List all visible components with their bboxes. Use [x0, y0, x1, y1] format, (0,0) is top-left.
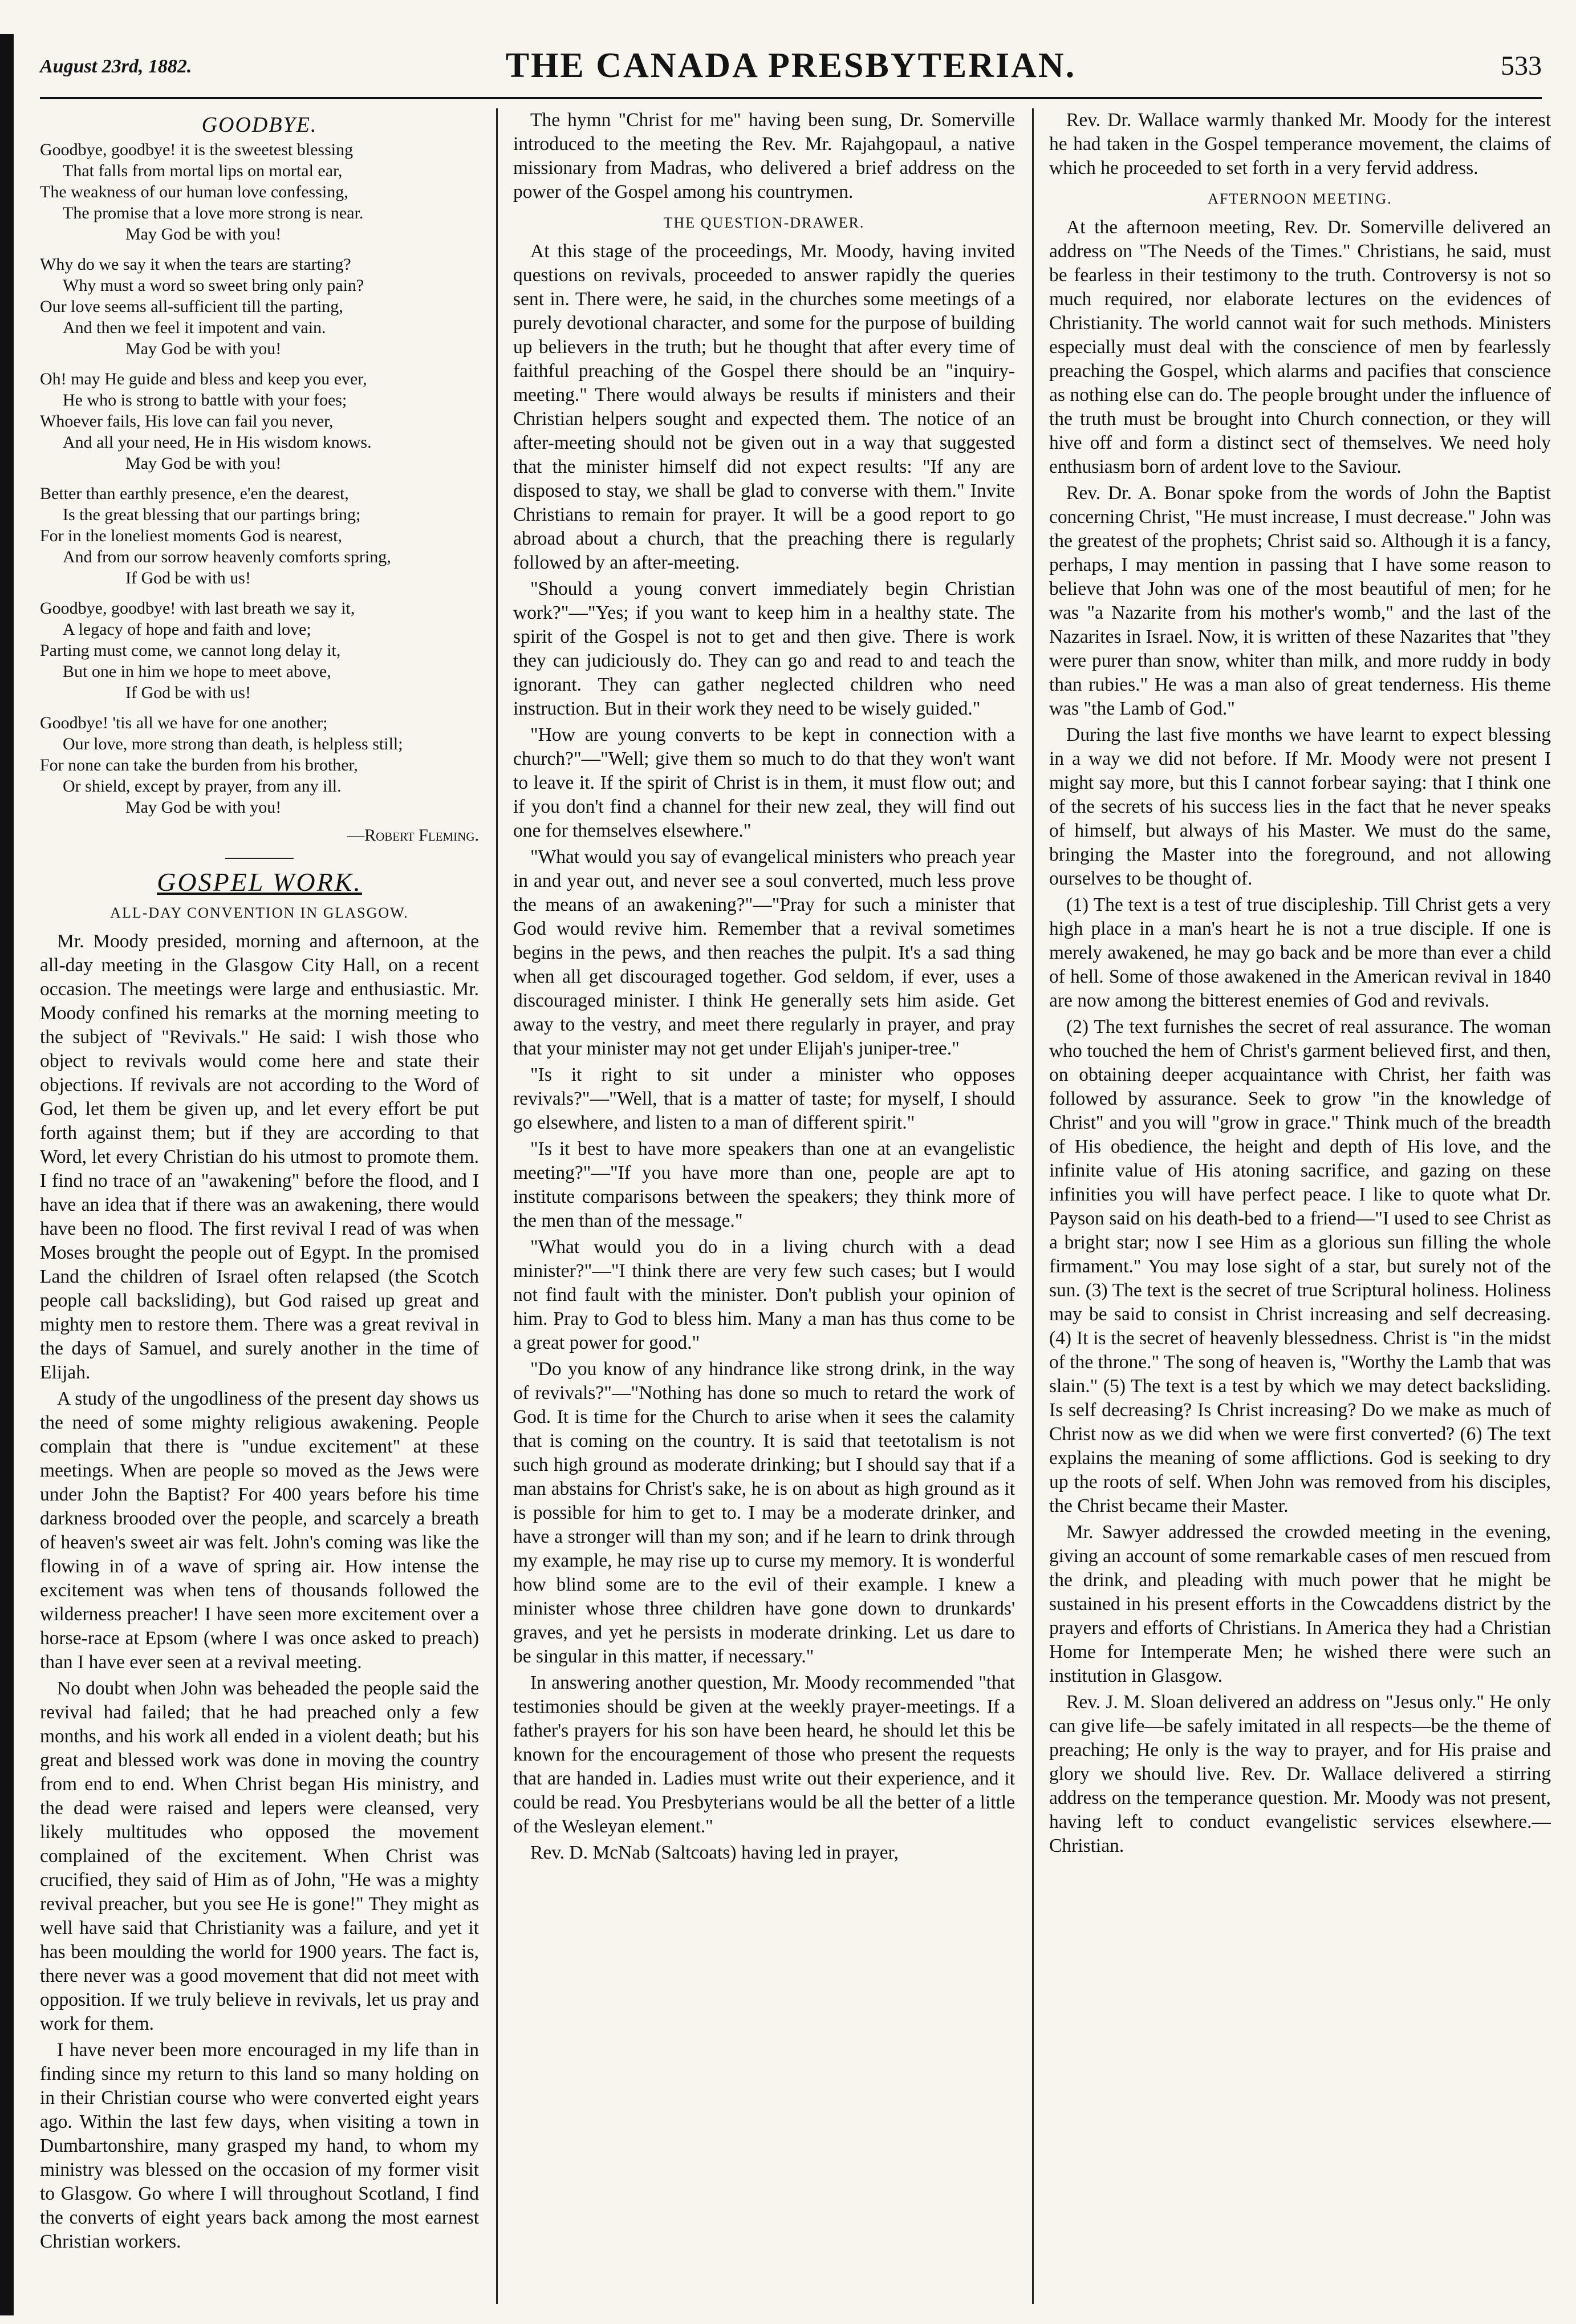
poem-line: If God be with us!: [125, 569, 251, 587]
poem-line: May God be with you!: [125, 225, 282, 244]
poem-line: But one in him we hope to meet above,: [63, 662, 331, 681]
article-paragraph: "Is it best to have more speakers than one at an evangelistic meeting?"—"If you have more than one, people are apt to institute comparisons between the speakers; they think more of the men than of the message.": [513, 1138, 1015, 1231]
column-divider: [1032, 108, 1034, 2304]
article-paragraph: "Should a young convert immediately begin Christian work?"—"Yes; if you want to keep him in a healthy state. The spirit of the Gospel is not to get and then give. There is work they can judiciously do. They can go and read to and teach the ignorant. They can gather neglected children who need instruction. But in their work they need to be wisely guided.": [513, 578, 1015, 719]
article-paragraph: "Is it right to sit under a minister who opposes revivals?"—"Well, that is a matter of taste; for myself, I should go elsewhere, and listen to a man of different spirit.": [513, 1064, 1015, 1133]
poem-line: For in the loneliest moments God is nearest,: [40, 526, 342, 545]
poem-stanza: [40, 598, 479, 703]
article-paragraph: "How are young converts to be kept in connection with a church?"—"Well; give them so much to do that they won't want to leave it. If the spirit of Christ is in them, it must flow out; and if you don't find a channel for their new zeal, they will find out one for themselves elsewhere.": [513, 724, 1015, 841]
issue-date: August 23rd, 1882.: [40, 56, 192, 77]
article-paragraph: At this stage of the proceedings, Mr. Moody, having invited questions on revivals, proceeded to answer rapidly the queries sent in. There were, he said, in the churches some meetings of a purely devotional character, and some for the purpose of building up believers in the truth; but he thought that after every time of faithful preaching of the Gospel there should be an "inquiry-meeting." There would always be results if ministers and their Christian helpers sought and expected them. The notice of an after-meeting should not be given out in a way that suggested that the minister himself did not expect results: "If any are disposed to stay, we shall be glad to converse with them." Invite Christians to remain for prayer. It will be a good report to go abroad about a church, that the preaching there is regularly followed by an after-meeting.: [513, 241, 1015, 573]
poem-line: Our love, more strong than death, is helpless still;: [63, 735, 403, 753]
page-number: 533: [1501, 51, 1542, 81]
poem-line: And from our sorrow heavenly comforts spring,: [63, 547, 391, 566]
article-paragraph: "What would you do in a living church with a dead minister?"—"I think there are very few such cases; but I would not find fault with the minister. Don't publish your opinion of him. Pray to God to bless him. Many a man has thus come to be a great power for good.": [513, 1236, 1015, 1353]
header-rule: [40, 97, 1542, 99]
article-paragraph: Rev. D. McNab (Saltcoats) having led in prayer,: [530, 1842, 899, 1863]
article-paragraph: "Do you know of any hindrance like strong drink, in the way of revivals?"—"Nothing has done so much to retard the work of God. It is time for the Church to arise when it sees the calamity that is coming on the country. It is said that teetotalism is not such high ground as moderate drinking; but I should say that if a man abstains for Christ's sake, he is on about as high ground as it is possible for him to get to. I may be a moderate drinker, and have a stronger will than my son; and if he learn to drink through my example, he may rise up to curse my memory. It is wonderful how blind some are to the evil of their example. I knew a minister whose three children have gone down to drunkards' graves, and yet he persists in moderate drinking. Let us dare to be singular in this matter, if necessary.": [513, 1358, 1015, 1667]
poem-line: The promise that a love more strong is near.: [63, 204, 364, 222]
poem-line: Why must a word so sweet bring only pain?: [63, 276, 364, 295]
article-paragraph: At the afternoon meeting, Rev. Dr. Somerville delivered an address on "The Needs of the Times." Christians, he said, must be fearless in their testimony to the truth. Controversy is not so much required, nor elaborate lectures on the evidences of Christianity. The world cannot wait for such methods. Ministers especially must deal with the conscience of men by fearlessly preaching the Gospel, which alarms and pacifies that conscience as nothing else can do. The people brought under the influence of the truth must be brought into Church connection, or they will hive off and form a distinct sect of themselves. We need holy enthusiasm born of ardent love to the Saviour.: [1049, 217, 1551, 477]
article-paragraph: In answering another question, Mr. Moody recommended "that testimonies should be given at the weekly prayer-meetings. If a father's prayers for his son have been heard, he should let this be known for the encouragement of those who present the requests that are handed in. Ladies must write out their experience, and it could be read. You Presbyterians would be all the better of a little of the Wesleyan element.": [513, 1672, 1015, 1837]
question-drawer-article: [513, 240, 1015, 1865]
poem-line: Goodbye, goodbye! with last breath we say it,: [40, 599, 355, 618]
article-paragraph: Rev. J. M. Sloan delivered an address on "Jesus only." He only can give life—be safely imitated in all respects—be the theme of preaching; He only is the way to prayer, and for His praise and glory we should live. Rev. Dr. Wallace delivered a stirring address on the temperance question. Mr. Moody was not present, having left to conduct evangelistic services elsewhere.—Christian.: [1049, 1692, 1551, 1856]
gospel-work-heading: GOSPEL WORK.: [157, 867, 362, 897]
poem-line: The weakness of our human love confessing,: [40, 182, 348, 201]
column-2: [513, 108, 1015, 2310]
poem-line: May God be with you!: [125, 339, 282, 358]
binding-edge: [0, 34, 14, 2315]
poem-line: He who is strong to battle with your foes;: [63, 391, 347, 409]
article-paragraph: Mr. Sawyer addressed the crowded meeting in the evening, giving an account of some remarkable cases of men rescued from the drink, and pleading with much power that he might be sustained in his present efforts in the Cowcaddens district by the prayers and efforts of Christians. In America they had a Christian Home for Intemperate Men; he wished there were such an institution in Glasgow.: [1049, 1522, 1551, 1686]
section-divider: [225, 858, 294, 859]
masthead-title: THE CANADA PRESBYTERIAN.: [505, 46, 1077, 85]
article-paragraph: A study of the ungodliness of the present day shows us the need of some mighty religious awakening. People complain that there is "undue excitement" at these meetings. When are people so moved as the Jews were under John the Baptist? For 400 years before his time darkness brooded over the people, and scarcely a breath of heaven's sweet air was felt. John's coming was like the flowing in of a wave of spring air. How intense the excitement was when tens of thousands followed the wilderness preacher! I have seen more excitement over a horse-race at Epsom (where I was once asked to preach) than I have ever seen at a revival meeting.: [40, 1388, 479, 1673]
poem-line: And then we feel it impotent and vain.: [63, 318, 326, 337]
gospel-article: [40, 930, 479, 2254]
hymn-paragraph: The hymn "Christ for me" having been sung, Dr. Somerville introduced to the meeting the Rev. Mr. Rajahgopaul, a native missionary from Madras, who delivered a brief address on the power of the Gospel among his countrymen.: [513, 109, 1015, 202]
article-paragraph: Mr. Moody presided, morning and afternoon, at the all-day meeting in the Glasgow City Hall, on a recent occasion. The meetings were large and enthusiastic. Mr. Moody confined his remarks at the morning meeting to the subject of "Revivals." He said: I wish those who object to revivals would come here and state their objections. If revivals are not according to the Word of God, let them be given up, and let every effort be put forth against them; but if they are according to that Word, let every Christian do his utmost to promote them. I find no trace of an "awakening" before the flood, and I have an idea that if there was an awakening, there would have been no flood. The first revival I read of was when Moses brought the people out of Egypt. In the promised Land the children of Israel often relapsed (the Scotch people call backsliding), but God raised up great and mighty men to restore them. There was a great revival in the days of Samuel, and surely another in the time of Elijah.: [40, 931, 479, 1383]
poem-line: Better than earthly presence, e'en the dearest,: [40, 484, 349, 503]
poem-line: Oh! may He guide and bless and keep you ever,: [40, 370, 367, 388]
wallace-paragraph: Rev. Dr. Wallace warmly thanked Mr. Moody for the interest he had taken in the Gospel temperance movement, the claims of which he proceeded to set forth in a very fervid address.: [1049, 109, 1551, 179]
article-paragraph: I have never been more encouraged in my life than in finding since my return to this land so many holding on in their Christian course who were converted eight years ago. Within the last few days, when visiting a town in Dumbartonshire, many grasped my hand, to whom my ministry was blessed on the occasion of my former visit to Glasgow. Go where I will throughout Scotland, I find the converts of eight years back among the most earnest Christian workers.: [40, 2039, 479, 2252]
poem-line: Whoever fails, His love can fail you never,: [40, 412, 334, 431]
article-paragraph: No doubt when John was beheaded the people said the revival had failed; that he had preached only a few months, and his work all ended in a violent death; but his great and blessed work was done in moving the country from end to end. When Christ began His ministry, and the dead were raised and lepers were cleansed, very likely multitudes who opposed the movement complained of the excitement. When Christ was crucified, they said of Him as of John, "He was a mighty revival preacher, but you see He is gone!" They might as well have said that Christianity was a failure, and yet it has been moulding the world for 1900 years. The fact is, there never was a good movement that did not meet with opposition. If we truly believe in revivals, let us pray and work for them.: [40, 1678, 479, 2034]
poem-line: May God be with you!: [125, 798, 282, 817]
poem-title: GOODBYE.: [201, 113, 318, 137]
article-paragraph: Rev. Dr. A. Bonar spoke from the words of John the Baptist concerning Christ, "He must increase, I must decrease." John was the greatest of the prophets; Christ said so. Although it is a fancy, perhaps, I may mention in passing that I have some reason to believe that John was one of the most beautiful of men; for he was "a Nazarite from his mother's womb," and the last of the Nazarites in Israel. Now, it is written of these Nazarites that "they were purer than snow, whiter than milk, and more ruddy in body than rubies." He was a man also of great tenderness. His theme was "the Lamb of God.": [1049, 482, 1551, 719]
column-divider: [496, 108, 498, 2304]
page-header: [40, 44, 1542, 90]
article-paragraph: (2) The text furnishes the secret of real assurance. The woman who touched the hem of Christ's garment believed first, and then, on obtaining deeper acquaintance with Christ, her faith was followed by assurance. Seek to grow "in the knowledge of Christ" and you will "grow in grace." Think much of the breadth of His obedience, the height and depth of His love, and the infinite value of His atoning sacrifice, and gazing on these infinities you will have perfect peace. I like to quote what Dr. Payson said on his death-bed to a friend—"I used to see Christ as a bright star; now I see Him as a glorious sun filling the whole firmament." You may lose sight of a star, but surely not of the sun. (3) The text is the secret of true Scriptural holiness. Holiness may be said to consist in Christ increasing and self decreasing. (4) It is the secret of heavenly blessedness. Christ is "in the midst of the throne." The song of heaven is, "Worthy the Lamb that was slain." (5) The text is a test by which we may detect backsliding. Is self decreasing? Is Christ increasing? Do we make as much of Christ now as we did when we were first converted? (6) The text explains the meaning of some afflictions. God is seeking to dry up the roots of self. When John was removed from his disciples, the Christ became their Master.: [1049, 1016, 1551, 1516]
poem-line: If God be with us!: [125, 683, 251, 702]
afternoon-meeting-heading: AFTERNOON MEETING.: [1208, 190, 1392, 207]
column-1: [40, 108, 479, 2310]
poem-line: Goodbye! 'tis all we have for one another;: [40, 713, 328, 732]
poem-stanza: [40, 139, 479, 245]
question-drawer-heading: THE QUESTION-DRAWER.: [663, 214, 865, 231]
poem-body: [40, 139, 479, 818]
afternoon-meeting-article: [1049, 216, 1551, 1858]
poem-line: Is the great blessing that our partings bring;: [63, 505, 361, 524]
poem-line: For none can take the burden from his brother,: [40, 756, 358, 774]
poem-line: Why do we say it when the tears are starting?: [40, 255, 351, 274]
poem-line: Our love seems all-sufficient till the parting,: [40, 297, 343, 316]
poem-stanza: [40, 368, 479, 474]
poem-line: And all your need, He in His wisdom knows.: [63, 433, 372, 452]
poem-stanza: [40, 712, 479, 818]
column-3: [1049, 108, 1551, 2310]
poem-author: —Robert Fleming.: [347, 826, 479, 845]
poem-line: Parting must come, we cannot long delay it,: [40, 641, 341, 660]
poem-line: Goodbye, goodbye! it is the sweetest blessing: [40, 140, 354, 159]
article-paragraph: "What would you say of evangelical ministers who preach year in and year out, and never see a soul converted, much less prove the means of an awakening?"—"Pray for such a minister that God would revive him. Remember that a revival sometimes begins in the pews, and then reaches the pulpit. It's a sad thing when all get discouraged together. God seldom, if ever, uses a discouraged minister. I think He generally sets him aside. Get away to the vestry, and meet there regularly in prayer, and pray that your minister may not get under Elijah's juniper-tree.": [513, 846, 1015, 1059]
poem-line: A legacy of hope and faith and love;: [63, 620, 311, 639]
article-paragraph: (1) The text is a test of true discipleship. Till Christ gets a very high place in a man's heart he is not a true disciple. If one is merely awakened, he may go back and be more than ever a child of hell. Some of those awakened in the American revival in 1840 are now among the bitterest enemies of God and revivals.: [1049, 894, 1551, 1011]
poem-line: Or shield, except by prayer, from any ill.: [63, 777, 342, 796]
convention-subheading: ALL-DAY CONVENTION IN GLASGOW.: [110, 905, 409, 921]
article-paragraph: During the last five months we have learnt to expect blessing in a way we did not before. If Mr. Moody were not present I might say more, but this I cannot forbear saying: that I think one of the secrets of his success lies in the fact that he never speaks of himself, but always of his Master. We must do the same, bringing the Master into the foreground, and not allowing ourselves to be thought of.: [1049, 724, 1551, 889]
poem-stanza: [40, 254, 479, 359]
poem-line: May God be with you!: [125, 454, 282, 473]
poem-line: That falls from mortal lips on mortal ear,: [63, 161, 343, 180]
poem-stanza: [40, 483, 479, 589]
